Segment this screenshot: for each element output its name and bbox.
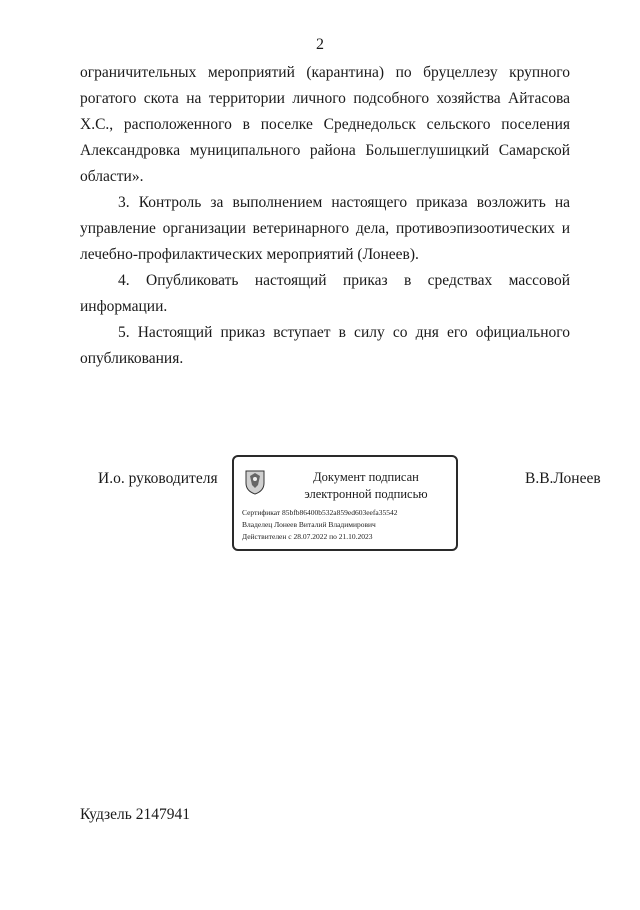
coat-of-arms-icon [244,469,266,495]
signatory-title: И.о. руководителя [98,470,218,487]
paragraph-4: 4. Опубликовать настоящий приказ в средствах массовой информации. [80,272,570,315]
stamp-heading [278,469,454,503]
stamp-validity: Действителен с 28.07.2022 по 21.10.2023 [242,532,373,541]
paragraph-3: 3. Контроль за выполнением настоящего приказа возложить на управление организации ветеринарного дела, противоэпизоотических и лечебно-профилактических мероприятий (Лонеев). [80,194,570,263]
stamp-heading-line2: электронной подписью [304,487,428,501]
page-number: 2 [316,36,324,53]
signatory-name: В.В.Лонеев [525,470,601,487]
document-body [80,60,570,372]
stamp-details [242,507,397,543]
executor-note: Кудзель 2147941 [80,806,190,823]
e-signature-stamp [232,455,458,551]
stamp-owner: Владелец Лонеев Виталий Владимирович [242,520,376,529]
paragraph-continuation: ограничительных мероприятий (карантина) по бруцеллезу крупного рогатого скота на территории личного подсобного хозяйства Айтасова Х.С., расположенного в поселке Среднедольск сельского поселения Александровка муниципального района Большеглушицкий Самарской области». [80,64,570,185]
stamp-certificate: Сертификат 85bfb86400b532a859ed603eefa35542 [242,508,398,517]
paragraph-5: 5. Настоящий приказ вступает в силу со дня его официального опубликования. [80,324,570,367]
stamp-heading-line1: Документ подписан [313,470,419,484]
